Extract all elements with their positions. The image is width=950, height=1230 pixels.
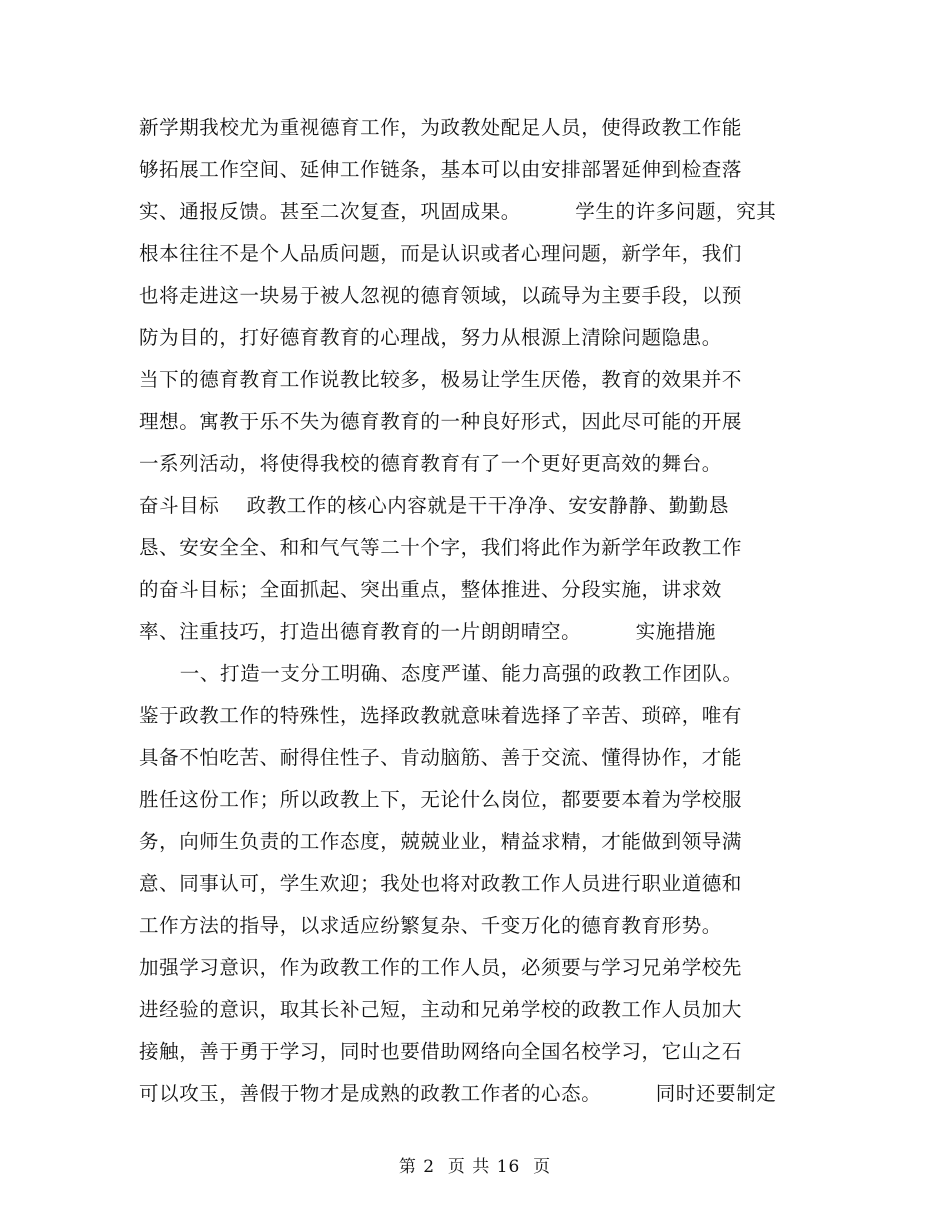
body-text-line: 接触，善于勇于学习，同时也要借助网络向全国名校学习，它山之石 [139,1040,743,1063]
body-text-line: 一、打造一支分工明确、态度严谨、能力高强的政教工作团队。 [139,662,743,685]
body-text-line: 具备不怕吃苦、耐得住性子、肯动脑筋、善于交流、懂得协作，才能 [139,746,743,769]
body-text-line: 进经验的意识，取其长补己短，主动和兄弟学校的政教工作人员加大 [139,998,743,1021]
body-text-line: 恳、安安全全、和和气气等二十个字，我们将此作为新学年政教工作 [139,536,743,559]
body-text-line: 根本往往不是个人品质问题，而是认识或者心理问题，新学年，我们 [139,242,743,265]
body-text-line: 当下的德育教育工作说教比较多，极易让学生厌倦，教育的效果并不 [139,368,743,391]
body-text-line: 新学期我校尤为重视德育工作，为政教处配足人员，使得政教工作能 [139,116,743,139]
body-text-line: 一系列活动，将使得我校的德育教育有了一个更好更高效的舞台。 [139,452,722,475]
body-text-line: 鉴于政教工作的特殊性，选择政教就意味着选择了辛苦、琐碎，唯有 [139,704,743,727]
body-text-line: 理想。寓教于乐不失为德育教育的一种良好形式，因此尽可能的开展 [139,410,743,433]
body-text-line: 也将走进这一块易于被人忽视的德育领域，以疏导为主要手段，以预 [139,284,743,307]
body-text-line: 实、通报反馈。甚至二次复查，巩固成果。 学生的许多问题，究其 [139,200,777,223]
body-text-line: 工作方法的指导，以求适应纷繁复杂、千变万化的德育教育形势。 [139,914,722,937]
body-text-line: 可以攻玉，善假于物才是成熟的政教工作者的心态。 同时还要制定 [139,1082,777,1105]
body-text-line: 奋斗目标 政教工作的核心内容就是干干净净、安安静静、勤勤恳 [139,494,729,517]
page-number-footer: 第 2 页 共 16 页 [398,1157,552,1177]
body-text-line: 胜任这份工作；所以政教上下，无论什么岗位，都要要本着为学校服 [139,788,743,811]
body-text-line: 率、注重技巧，打造出德育教育的一片朗朗晴空。 实施措施 [139,620,716,643]
body-text-line: 防为目的，打好德育教育的心理战，努力从根源上清除问题隐患。 [139,326,722,349]
body-text-line: 务，向师生负责的工作态度，兢兢业业，精益求精，才能做到领导满 [139,830,743,853]
body-text-line: 意、同事认可，学生欢迎；我处也将对政教工作人员进行职业道德和 [139,872,743,895]
body-text-line: 加强学习意识，作为政教工作的工作人员，必须要与学习兄弟学校先 [139,956,743,979]
body-text-line: 的奋斗目标；全面抓起、突出重点，整体推进、分段实施，讲求效 [139,578,722,601]
body-text-line: 够拓展工作空间、延伸工作链条，基本可以由安排部署延伸到检查落 [139,158,743,181]
